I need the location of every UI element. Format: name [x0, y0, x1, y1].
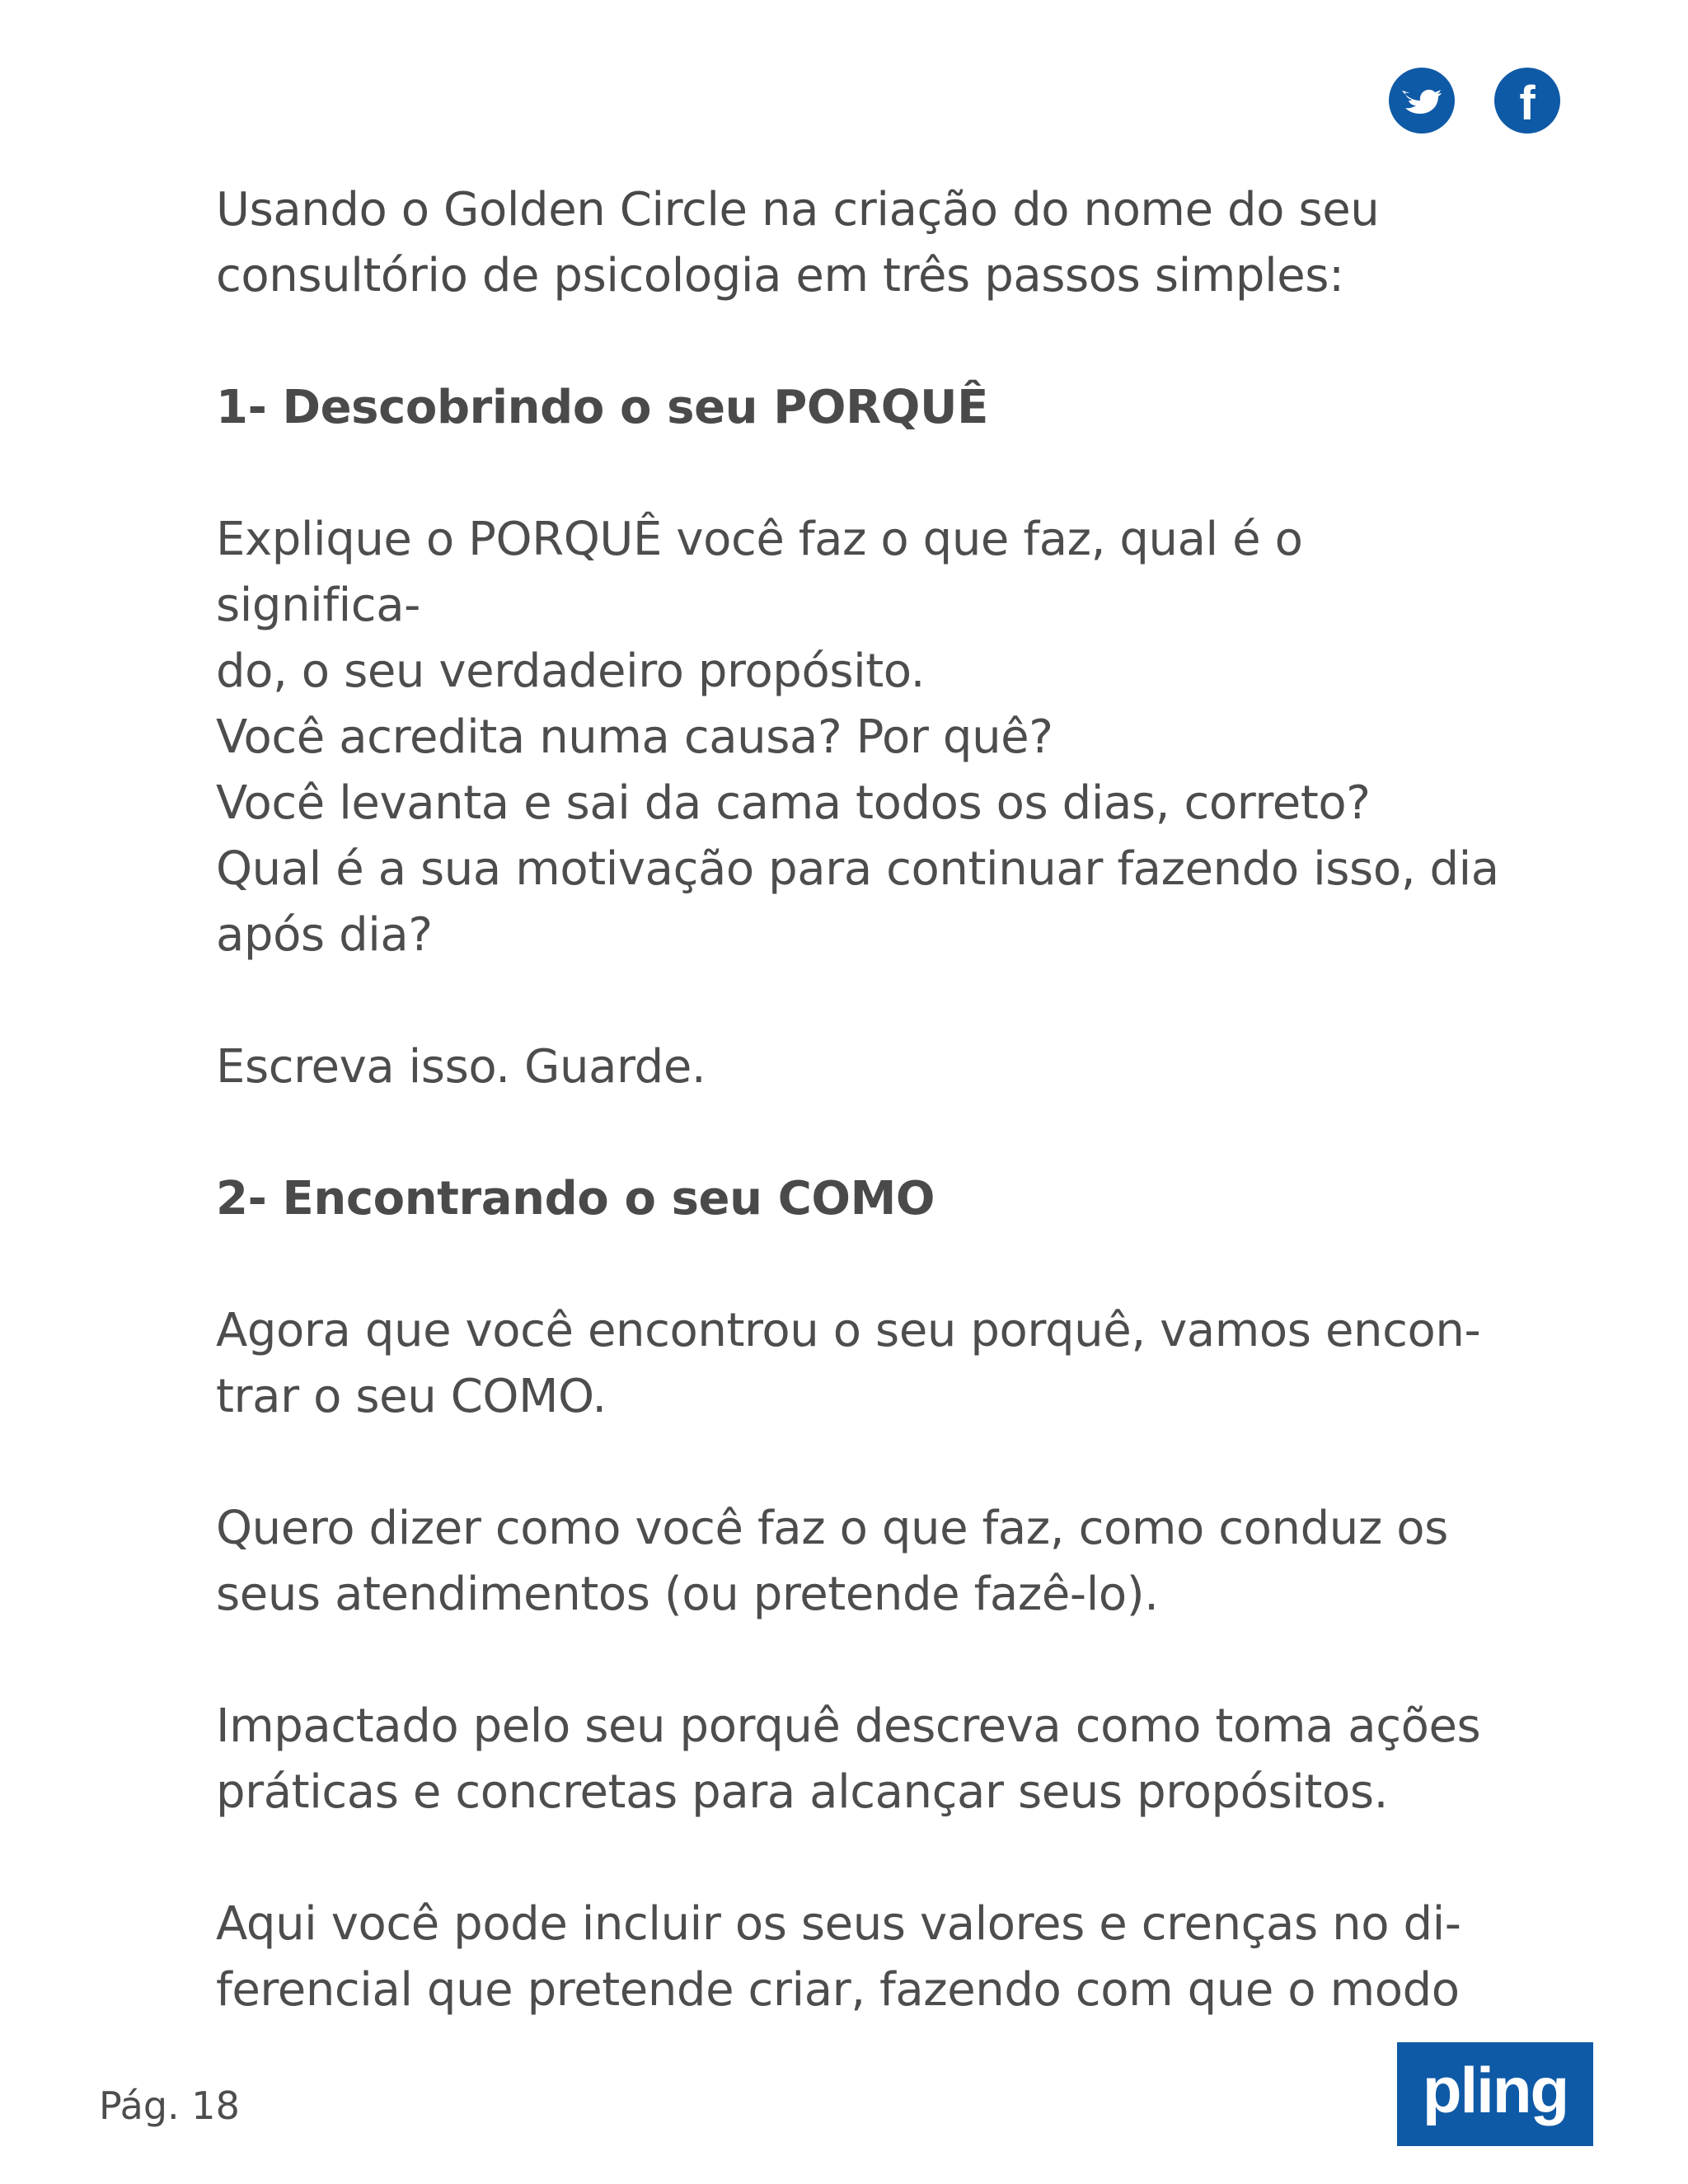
section-2-paragraph-4: Aqui você pode incluir os seus valores e crenças no di- ferencial que pretende criar, fazendo com que o modo [216, 1897, 1461, 2017]
twitter-bird-icon [1400, 84, 1443, 117]
intro-paragraph: Usando o Golden Circle na criação do nome do seu consultório de psicologia em três passos simples: [216, 183, 1380, 302]
section-1-paragraph-2: Escreva isso. Guarde. [216, 1040, 706, 1094]
section-2-paragraph-3: Impactado pelo seu porquê descreva como toma ações práticas e concretas para alcançar seus propósitos. [216, 1699, 1481, 1819]
pling-logo: pling [1397, 2042, 1593, 2146]
section-2-paragraph-2: Quero dizer como você faz o que faz, como conduz os seus atendimentos (ou pretende fazê-lo). [216, 1502, 1448, 1621]
facebook-share-button[interactable] [1494, 68, 1560, 134]
page-content [216, 177, 1502, 2089]
twitter-share-button[interactable] [1389, 68, 1455, 134]
facebook-f-icon: f [1519, 77, 1536, 130]
section-2-paragraph-1: Agora que você encontrou o seu porquê, vamos encon- trar o seu COMO. [216, 1304, 1481, 1423]
social-share-bar [1389, 68, 1560, 134]
section-1-heading: 1- Descobrindo o seu PORQUÊ [216, 381, 988, 434]
section-2-heading: 2- Encontrando o seu COMO [216, 1172, 935, 1226]
section-1-paragraph-1: Explique o PORQUÊ você faz o que faz, qual é o significa- do, o seu verdadeiro propósito. Você acredita numa causa? Por quê? Você levanta e sai da cama todos os dias, correto? Qual é a sua motivação para continuar fazendo isso, dia após dia? [216, 513, 1499, 962]
page-number: Pág. 18 [99, 2083, 240, 2128]
